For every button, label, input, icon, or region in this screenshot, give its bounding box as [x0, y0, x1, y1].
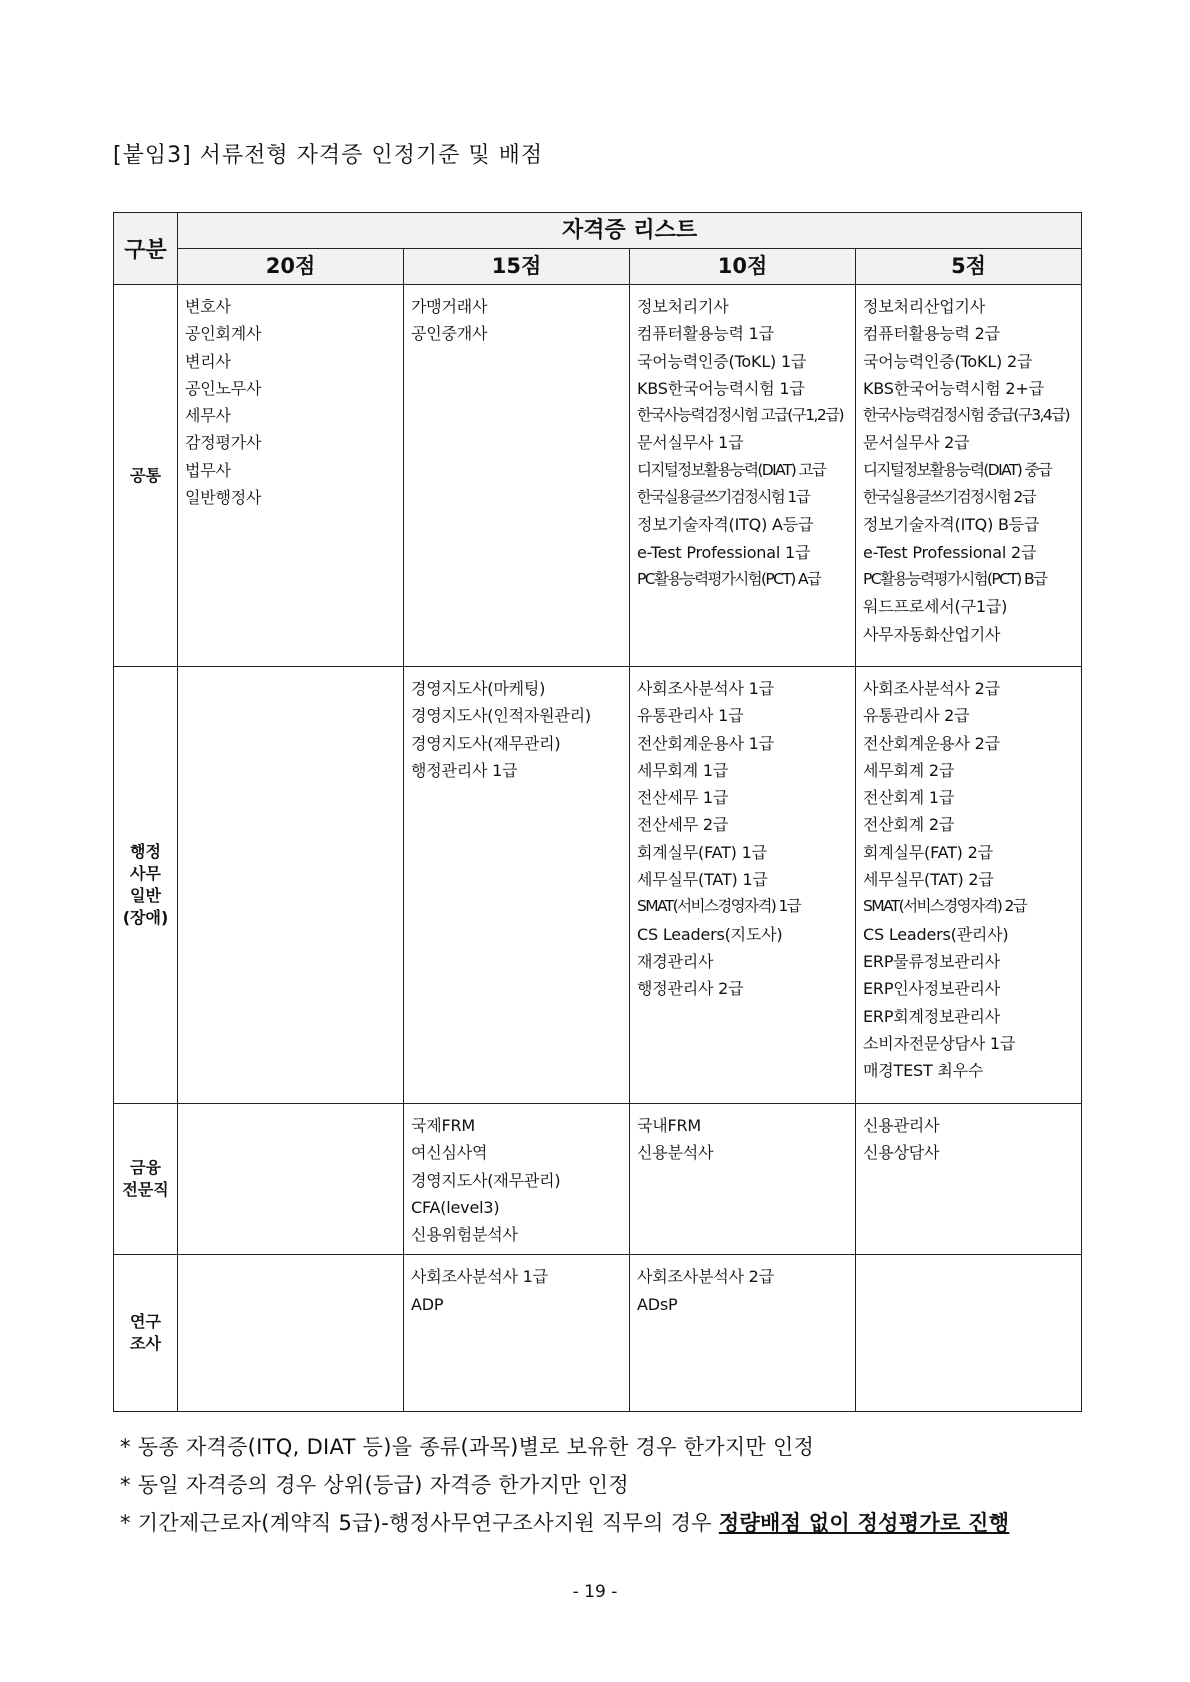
certificate-cell [630, 1255, 856, 1412]
header-row-main [114, 213, 1082, 249]
row-finance [114, 1104, 1082, 1255]
category-label: 금융 [130, 1158, 161, 1178]
certificate-item: 전산회계운용사 1급 [637, 733, 774, 753]
certificate-item: 문서실무사 1급 [637, 433, 744, 453]
certificate-item: ERP회계정보관리사 [863, 1006, 1001, 1026]
header-row-points [114, 249, 1082, 285]
certificate-item: 경영지도사(인적자원관리) [411, 706, 591, 726]
certificate-cell [856, 1104, 1082, 1255]
certificate-item: e-Test Professional 2급 [863, 542, 1037, 562]
certificate-item: 감정평가사 [185, 433, 262, 453]
certificate-item: ERP인사정보관리사 [863, 979, 1001, 999]
certificate-item: 변리사 [185, 351, 231, 371]
page-title: [붙임3] 서류전형 자격증 인정기준 및 배점 [113, 143, 544, 168]
certificate-item: 행정관리사 2급 [637, 979, 744, 999]
certificate-item: CS Leaders(지도사) [637, 924, 783, 944]
certificate-item: 유통관리사 2급 [863, 706, 970, 726]
certificate-cell [630, 285, 856, 667]
certificate-item: 정보기술자격(ITQ) A등급 [637, 515, 814, 535]
certificate-item: 한국사능력검정시험 고급(구1,2급) [637, 406, 843, 425]
certificate-item: SMAT(서비스경영자격) 1급 [637, 897, 801, 916]
header-points-10: 10점 [630, 249, 856, 285]
certificate-cell [404, 1104, 630, 1255]
certificate-cell [178, 1255, 404, 1412]
certificate-item: 한국사능력검정시험 중급(구3,4급) [863, 406, 1069, 425]
note-3-emphasis: 정량배점 없이 정성평가로 진행 [718, 1511, 1010, 1535]
certificate-item: 사회조사분석사 1급 [411, 1267, 548, 1287]
category-label: 일반 [130, 886, 161, 905]
certificate-item: 사무자동화산업기사 [863, 624, 1001, 644]
certificate-item: ADsP [637, 1294, 678, 1314]
certificate-item: 신용상담사 [863, 1143, 940, 1163]
certificate-item: 공인회계사 [185, 324, 262, 344]
certificate-item: PC활용능력평가시험(PCT) B급 [863, 569, 1047, 588]
certificate-item: 국어능력인증(ToKL) 1급 [637, 351, 807, 371]
certificate-item: PC활용능력평가시험(PCT) A급 [637, 569, 821, 588]
certificate-item: 매경TEST 최우수 [863, 1061, 984, 1081]
certificate-item: 경영지도사(재무관리) [411, 1170, 561, 1190]
row-common [114, 285, 1082, 667]
certificate-cell [178, 285, 404, 667]
certificate-item: 재경관리사 [637, 951, 714, 971]
page-number: - 19 - [572, 1582, 618, 1602]
certificate-item: 여신심사역 [411, 1143, 488, 1163]
certificate-item: 사회조사분석사 1급 [637, 679, 774, 698]
note-2: * 동일 자격증의 경우 상위(등급) 자격증 한가지만 인정 [120, 1473, 629, 1497]
certificate-cell [856, 285, 1082, 667]
certificate-item: 사회조사분석사 2급 [637, 1267, 774, 1287]
certificate-cell [178, 1104, 404, 1255]
certificate-item: e-Test Professional 1급 [637, 542, 811, 562]
certificate-item: 가맹거래사 [411, 297, 488, 316]
certificate-item: 소비자전문상담사 1급 [863, 1033, 1016, 1053]
notes [120, 1428, 1009, 1542]
certificate-item: ERP물류정보관리사 [863, 951, 1001, 971]
category-cell [114, 285, 178, 667]
certificate-item: 국제FRM [411, 1116, 476, 1135]
certificate-item: 전산회계운용사 2급 [863, 733, 1000, 753]
certificate-cell [630, 667, 856, 1104]
certificate-item: 경영지도사(마케팅) [411, 679, 546, 698]
certificate-item: 회계실무(FAT) 1급 [637, 842, 767, 862]
certificate-item: 경영지도사(재무관리) [411, 733, 561, 753]
certificate-item: 공인중개사 [411, 324, 488, 344]
certificate-item: 사회조사분석사 2급 [863, 679, 1000, 698]
certificate-item: CS Leaders(관리사) [863, 924, 1009, 944]
certificate-item: 회계실무(FAT) 2급 [863, 842, 993, 862]
certificate-item: 디지털정보활용능력(DIAT) 고급 [637, 460, 826, 479]
certificate-item: 정보처리산업기사 [863, 297, 986, 316]
certificate-cell [404, 667, 630, 1104]
certificate-item: 국내FRM [637, 1116, 702, 1135]
certificate-item: 전산세무 1급 [637, 788, 729, 808]
certificate-cell [856, 667, 1082, 1104]
category-label: 조사 [130, 1334, 161, 1354]
category-label: 공통 [130, 465, 161, 485]
row-admin-general [114, 667, 1082, 1104]
header-category: 구분 [114, 213, 178, 285]
certificate-cell [630, 1104, 856, 1255]
category-label: (장애) [122, 908, 169, 927]
certificate-item: 신용위험분석사 [411, 1225, 518, 1245]
header-points-5: 5점 [856, 249, 1082, 285]
header-points-15: 15점 [404, 249, 630, 285]
certificate-item: 국어능력인증(ToKL) 2급 [863, 351, 1033, 371]
certificate-item: SMAT(서비스경영자격) 2급 [863, 897, 1027, 916]
note-1: * 동종 자격증(ITQ, DIAT 등)을 종류(과목)별로 보유한 경우 한가지만 인정 [120, 1435, 815, 1459]
certificate-table [113, 212, 1082, 1412]
category-cell [114, 667, 178, 1104]
certificate-item: CFA(level3) [411, 1197, 500, 1217]
certificate-item: 세무실무(TAT) 1급 [637, 870, 768, 890]
category-label: 행정 [130, 842, 161, 861]
certificate-item: 워드프로세서(구1급) [863, 597, 1008, 617]
certificate-cell [178, 667, 404, 1104]
certificate-item: KBS한국어능력시험 1급 [637, 378, 805, 398]
category-cell [114, 1104, 178, 1255]
header-points-20: 20점 [178, 249, 404, 285]
certificate-item: 신용분석사 [637, 1143, 714, 1163]
certificate-item: 세무회계 2급 [863, 760, 955, 780]
certificate-item: ADP [411, 1294, 444, 1314]
category-label: 사무 [130, 864, 161, 883]
certificate-item: 전산세무 2급 [637, 815, 729, 835]
category-cell [114, 1255, 178, 1412]
table-body [114, 285, 1082, 1412]
certificate-item: 법무사 [185, 460, 231, 480]
certificate-cell [404, 285, 630, 667]
certificate-item: 문서실무사 2급 [863, 433, 970, 453]
certificate-item: 변호사 [185, 297, 231, 316]
note-3 [120, 1504, 1009, 1542]
certificate-item: 정보기술자격(ITQ) B등급 [863, 515, 1040, 535]
certificate-item: 행정관리사 1급 [411, 760, 518, 780]
note-3-text: * 기간제근로자(계약직 5급)-행정사무연구조사지원 직무의 경우 [120, 1511, 719, 1535]
row-research [114, 1255, 1082, 1412]
certificate-item: 컴퓨터활용능력 1급 [637, 324, 774, 344]
certificate-item: 유통관리사 1급 [637, 706, 744, 726]
category-label: 전문직 [122, 1180, 169, 1200]
certificate-item: 신용관리사 [863, 1116, 940, 1135]
certificate-item: 전산회계 1급 [863, 788, 955, 808]
certificate-item: 한국실용글쓰기검정시험 2급 [863, 488, 1036, 507]
certificate-item: 전산회계 2급 [863, 815, 955, 835]
header-certificate-list: 자격증 리스트 [178, 213, 1082, 249]
certificate-item: 컴퓨터활용능력 2급 [863, 324, 1000, 344]
certificate-item: 디지털정보활용능력(DIAT) 중급 [863, 460, 1052, 479]
certificate-item: 일반행정사 [185, 488, 262, 508]
certificate-item: 한국실용글쓰기검정시험 1급 [637, 488, 810, 507]
certificate-item: 세무회계 1급 [637, 760, 729, 780]
category-label: 연구 [130, 1312, 161, 1332]
certificate-item: 세무사 [185, 406, 231, 426]
certificate-item: 세무실무(TAT) 2급 [863, 870, 994, 890]
certificate-item: KBS한국어능력시험 2+급 [863, 378, 1044, 398]
certificate-cell [856, 1255, 1082, 1412]
certificate-cell [404, 1255, 630, 1412]
certificate-item: 공인노무사 [185, 378, 262, 398]
certificate-item: 정보처리기사 [637, 297, 729, 316]
